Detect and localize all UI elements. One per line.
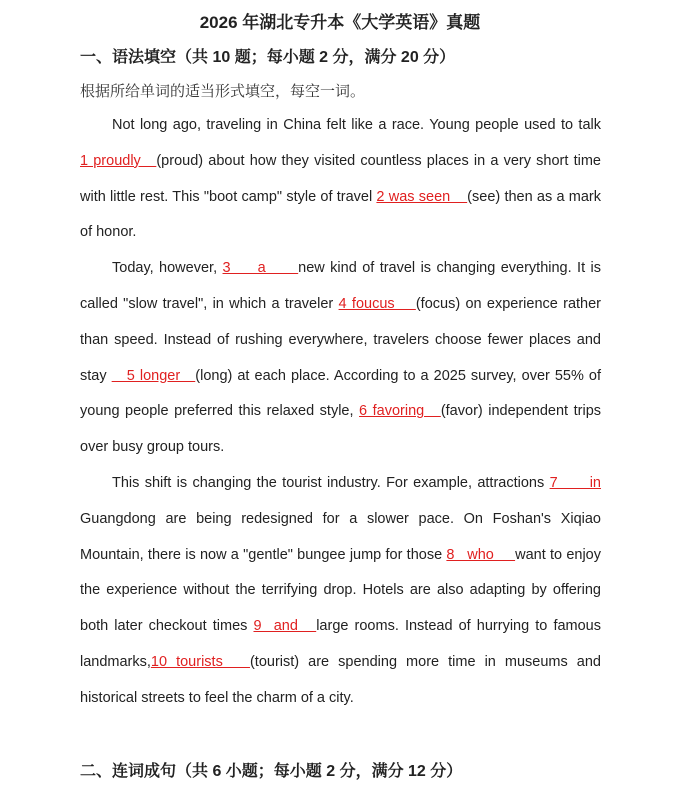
- section-1-heading: 一、语法填空（共 10 题；每小题 2 分，满分 20 分）: [80, 49, 456, 66]
- paragraph-text: large rooms. Instead of hurrying to famous landmarks,: [80, 618, 601, 670]
- page-title: 2026 年湖北专升本《大学英语》真题: [199, 13, 481, 32]
- paragraph-3: [80, 466, 601, 717]
- passage: [80, 108, 601, 717]
- section-2-heading: 二、连词成句（共 6 小题；每小题 2 分，满分 12 分）: [80, 763, 463, 780]
- paragraph-text: (long) at each place. According to a 2025 survey, over 55% of young people preferred this relaxed style,: [80, 367, 602, 420]
- paragraph-text: (favor) independent trips over busy group tours.: [80, 403, 602, 456]
- paragraph-text: Today, however,: [112, 260, 223, 277]
- answer-blank-4: 4 foucus: [338, 295, 416, 312]
- answer-blank-2: 2 was seen: [376, 188, 468, 205]
- answer-blank-10: 10 tourists: [150, 653, 250, 670]
- answer-blank-9: 9 and: [253, 618, 317, 635]
- paragraph-text: (tourist) are spending more time in museums and historical streets to feel the charm of a city.: [80, 653, 601, 706]
- answer-blank-1: 1 proudly: [80, 152, 157, 169]
- section-1-instruction: 根据所给单词的适当形式填空，每空一词。: [80, 83, 366, 100]
- answer-blank-3: 3 a: [222, 260, 299, 277]
- paragraph-text: This shift is changing the tourist industry. For example, attractions: [112, 474, 550, 491]
- answer-blank-7: 7 in: [549, 474, 601, 491]
- paragraph-text: (see) then as a mark of honor.: [80, 188, 601, 241]
- paragraph-text: Not long ago, traveling in China felt like a race. Young people used to talk: [112, 117, 601, 133]
- paragraph-text: new kind of travel is changing everything. It is called "slow travel", in which a traveler: [80, 260, 601, 312]
- paragraph-1: [80, 108, 601, 251]
- answer-blank-5: 5 longer: [111, 367, 196, 384]
- paragraph-2: [80, 251, 601, 466]
- paragraph-text: Guangdong are being redesigned for a slower pace. On Foshan's Xiqiao Mountain, there is now a "gentle" bungee jump for those: [80, 510, 601, 563]
- answer-blank-8: 8 who: [446, 546, 516, 563]
- paragraph-text: (proud) about how they visited countless places in a very short time with little rest. This "boot camp" style of travel: [80, 152, 601, 205]
- answer-blank-6: 6 favoring: [359, 403, 441, 420]
- paragraph-text: want to enjoy the experience without the terrifying drop. Hotels are also adapting by offering both later checkout times: [80, 546, 601, 635]
- paragraph-text: (focus) on experience rather than speed. Instead of rushing everywhere, travelers choose fewer places and stay: [80, 295, 601, 384]
